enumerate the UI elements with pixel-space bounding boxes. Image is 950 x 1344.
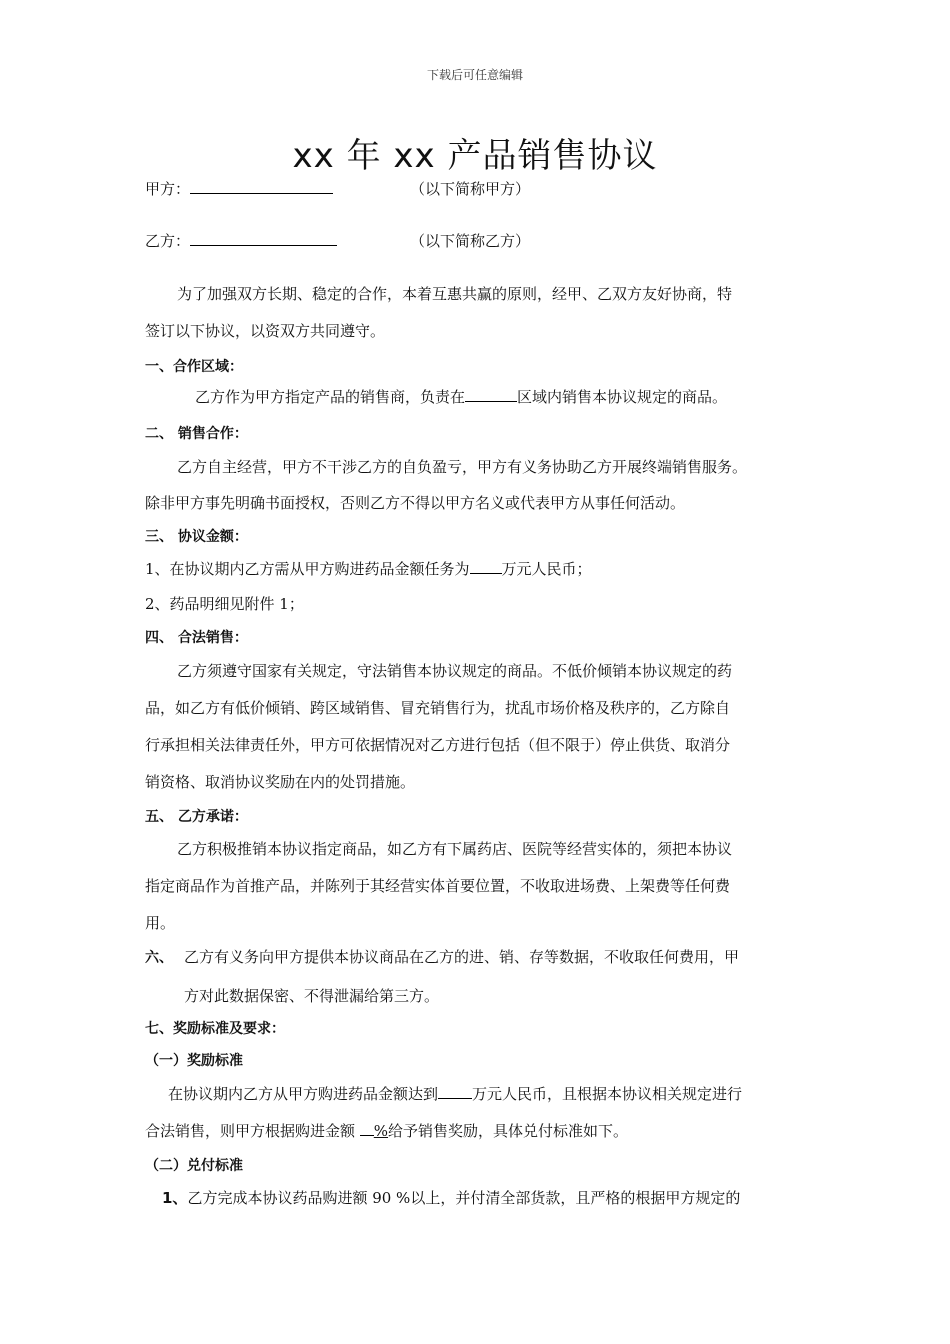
watermark-text: 下载后可任意编辑 xyxy=(426,68,523,82)
party-a-note: （以下简称甲方） xyxy=(410,180,531,198)
section-4-line-4: 销资格、取消协议奖励在内的处罚措施。 xyxy=(145,773,416,791)
party-b-note: （以下简称乙方） xyxy=(410,232,531,250)
section-7-sub-1-line-1 xyxy=(168,1083,742,1104)
section-3-item-2: 2、药品明细见附件 1； xyxy=(145,595,304,613)
section-7-item-1-number: 1、 xyxy=(162,1189,188,1207)
section-3-item-1-b: 万元人民币； xyxy=(501,560,592,578)
section-7-item-1-text: 乙方完成本协议药品购进额 90 %以上，并付清全部货款，且严格的根据甲方规定的 xyxy=(187,1189,741,1207)
section-6-number: 六、 xyxy=(145,950,173,966)
section-5-line-2: 指定商品作为首推产品，并陈列于其经营实体首要位置，不收取进场费、上架费等任何费 xyxy=(145,877,731,895)
section-2-heading: 二、 销售合作： xyxy=(145,426,248,442)
section-1-text-b: 区域内销售本协议规定的商品。 xyxy=(517,388,728,406)
section-3-heading: 三、 协议金额： xyxy=(145,529,248,545)
section-7-sub-1: （一）奖励标准 xyxy=(145,1053,243,1069)
reward-line-2-b: 给予销售奖励，具体兑付标准如下。 xyxy=(388,1122,629,1140)
section-1-heading: 一、合作区域： xyxy=(145,359,243,375)
party-b-blank[interactable] xyxy=(190,231,337,246)
section-7-heading: 七、奖励标准及要求： xyxy=(145,1021,285,1037)
section-2-line-2: 除非甲方事先明确书面授权，否则乙方不得以甲方名义或代表甲方从事任何活动。 xyxy=(145,494,686,512)
reward-line-2-a: 合法销售，则甲方根据购进金额 xyxy=(145,1122,360,1140)
intro-line-2: 签订以下协议，以资双方共同遵守。 xyxy=(145,322,386,340)
section-5-line-1: 乙方积极推销本协议指定商品，如乙方有下属药店、医院等经营实体的，须把本协议 xyxy=(177,840,733,858)
reward-percent-blank[interactable] xyxy=(360,1121,374,1136)
section-1-text xyxy=(195,386,727,407)
section-3-item-1 xyxy=(145,558,592,579)
section-1-text-a: 乙方作为甲方指定产品的销售商，负责在 xyxy=(195,388,466,406)
section-4-line-3: 行承担相关法律责任外，甲方可依据情况对乙方进行包括（但不限于）停止供货、取消分 xyxy=(145,736,731,754)
document-title: xx 年 xx 产品销售协议 xyxy=(292,136,658,176)
party-b-line xyxy=(145,230,337,251)
region-blank[interactable] xyxy=(465,387,517,402)
section-6-line-1: 乙方有义务向甲方提供本协议商品在乙方的进、销、存等数据，不收取任何费用，甲 xyxy=(184,948,740,966)
section-4-heading: 四、 合法销售： xyxy=(145,630,248,646)
amount-blank[interactable] xyxy=(470,559,502,574)
section-6-line-2: 方对此数据保密、不得泄漏给第三方。 xyxy=(184,987,440,1005)
party-a-line xyxy=(145,178,333,199)
party-b-label: 乙方： xyxy=(145,232,191,250)
section-5-line-3: 用。 xyxy=(145,914,176,932)
party-a-blank[interactable] xyxy=(190,179,333,194)
section-7-sub-1-line-2 xyxy=(145,1120,628,1141)
section-7-item-1 xyxy=(162,1187,740,1208)
section-3-item-1-a: 1、在协议期内乙方需从甲方购进药品金额任务为 xyxy=(145,560,470,578)
section-4-line-1: 乙方须遵守国家有关规定，守法销售本协议规定的商品。不低价倾销本协议规定的药 xyxy=(177,662,733,680)
section-4-line-2: 品，如乙方有低价倾销、跨区域销售、冒充销售行为，扰乱市场价格及秩序的，乙方除自 xyxy=(145,699,731,717)
section-2-line-1: 乙方自主经营，甲方不干涉乙方的自负盈亏，甲方有义务协助乙方开展终端销售服务。 xyxy=(177,458,748,476)
reward-amount-blank[interactable] xyxy=(438,1084,472,1099)
section-5-heading: 五、 乙方承诺： xyxy=(145,809,248,825)
reward-text-b: 万元人民币，且根据本协议相关规定进行 xyxy=(472,1085,743,1103)
party-a-label: 甲方： xyxy=(145,180,191,198)
reward-percent-sign: % xyxy=(373,1122,389,1140)
section-7-sub-2: （二）兑付标准 xyxy=(145,1158,243,1174)
reward-text-a: 在协议期内乙方从甲方购进药品金额达到 xyxy=(168,1085,439,1103)
intro-line-1: 为了加强双方长期、稳定的合作，本着互惠共赢的原则，经甲、乙双方友好协商，特 xyxy=(177,285,733,303)
